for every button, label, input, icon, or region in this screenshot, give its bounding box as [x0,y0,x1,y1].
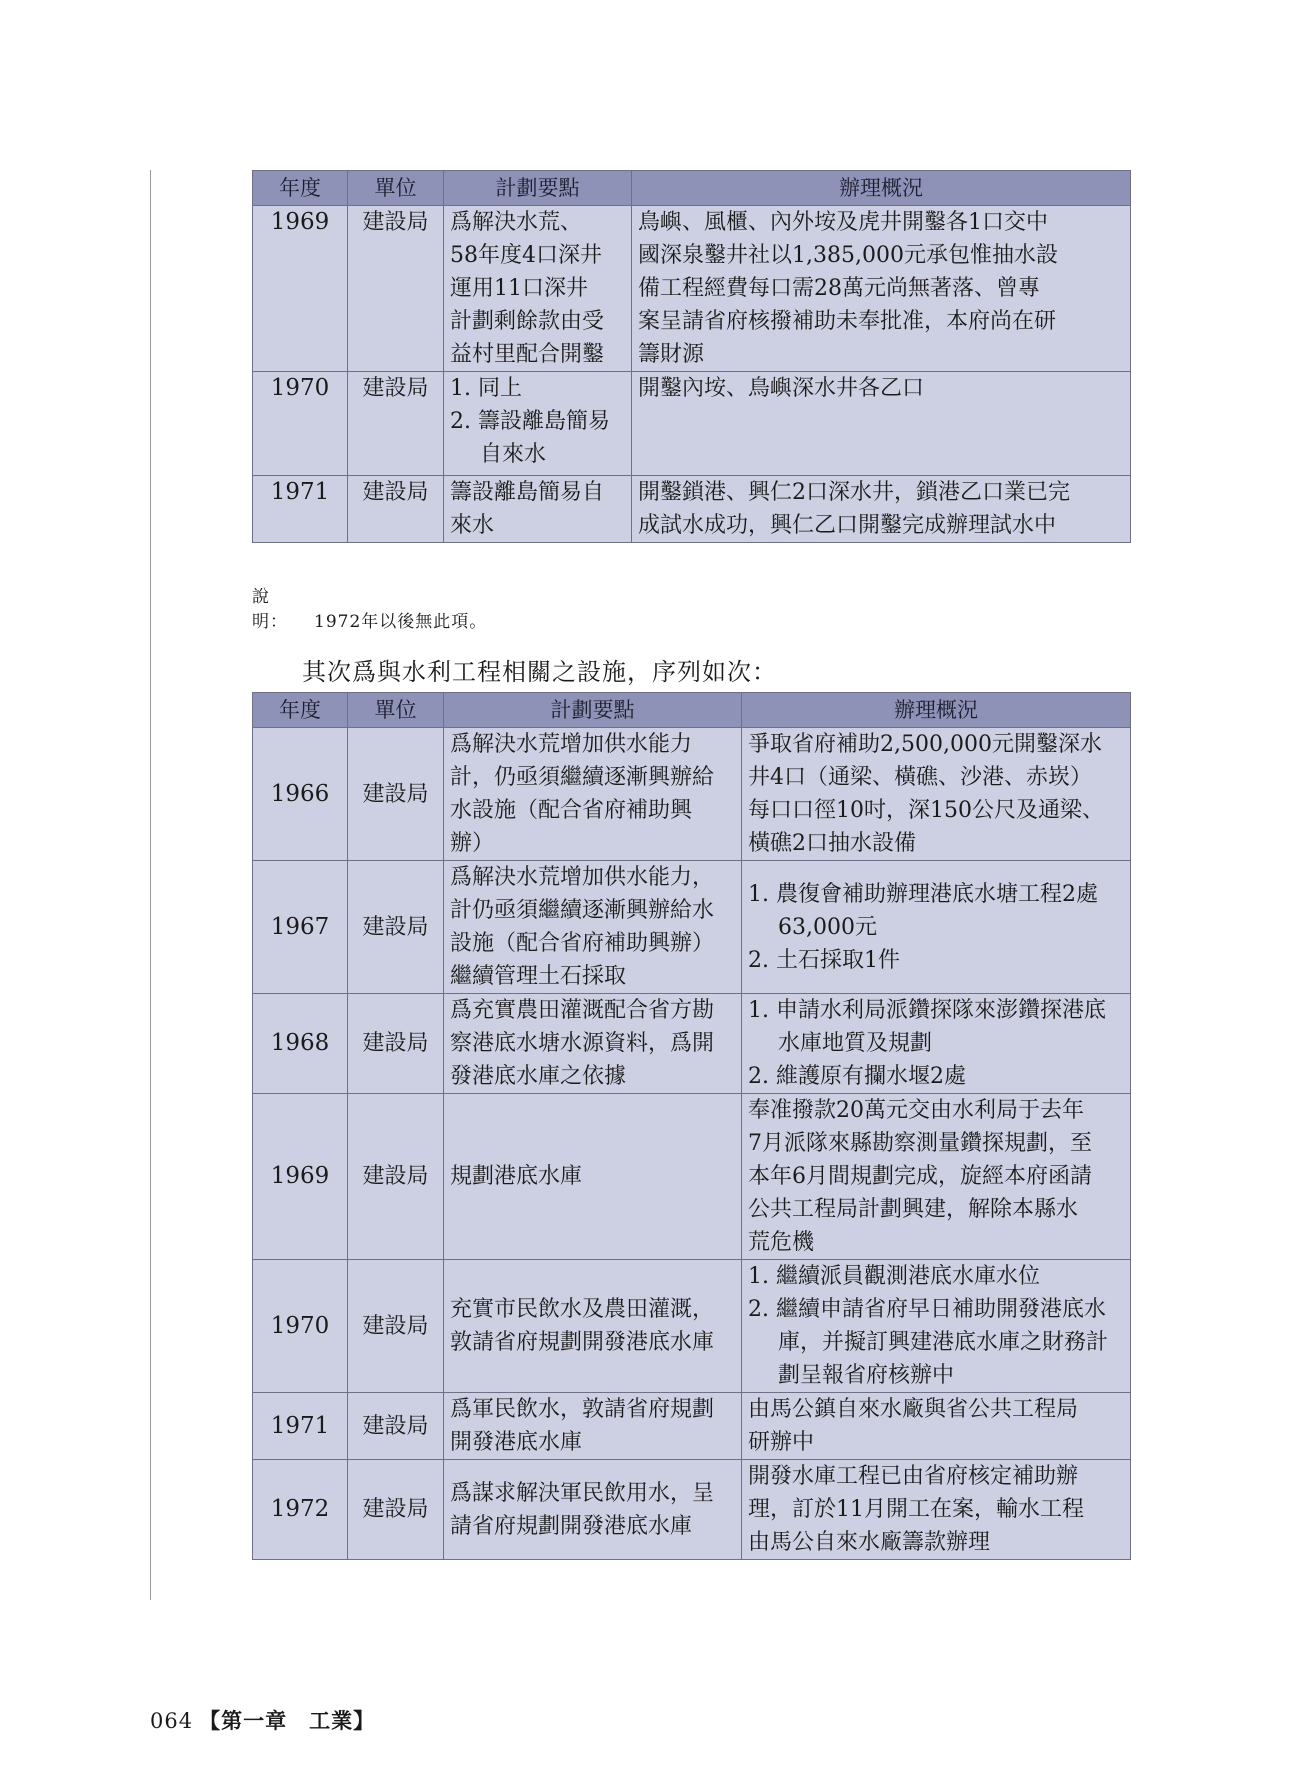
unit-cell: 建設局 [348,728,444,861]
text-line: 公共工程局計劃興建，解除本縣水 [748,1197,1079,1222]
text-line: 發港底水庫之依據 [450,1064,627,1089]
status-cell [742,861,1131,994]
header-unit: 單位 [348,171,444,206]
text-line: 計仍亟須繼續逐漸興辦給水 [450,898,715,923]
text-line: 奉准撥款20萬元交由水利局于去年 [748,1098,1084,1123]
text-line: 敦請省府規劃開發港底水庫 [450,1330,715,1355]
header-year: 年度 [253,693,348,728]
text-line: 充實市民飲水及農田灌溉， [450,1297,715,1322]
status-cell [742,728,1131,861]
text-line: 籌設離島簡易自 [450,480,605,505]
text-line: 爭取省府補助2,500,000元開鑿深水 [748,732,1102,757]
text-line: 1. 農復會補助辦理港底水塘工程2處63,000元 [748,881,1098,940]
header-status: 辦理概況 [632,171,1131,206]
year-cell: 1970 [253,1260,348,1393]
status-cell [632,476,1131,543]
table-row [253,372,1131,476]
status-cell [742,994,1131,1094]
status-cell [632,372,1131,476]
table-row [253,1260,1131,1393]
section-intro: 其次爲與水利工程相關之設施，序列如次： [302,658,777,686]
table-row [253,1094,1131,1260]
text-line: 由馬公自來水廠籌款辦理 [748,1530,991,1555]
text-line: 爲充實農田灌溉配合省方勘 [450,998,715,1023]
text-line: 58年度4口深井 [450,243,602,268]
page-footer [150,1705,375,1735]
table-header-row [253,693,1131,728]
table-row [253,861,1131,994]
year-cell: 1969 [253,206,348,372]
plan-cell [444,994,742,1094]
text-line: 計劃剩餘款由受 [450,309,605,334]
text-line: 本年6月間規劃完成，旋經本府函請 [748,1164,1092,1189]
text-line: 2. 土石採取1件 [748,947,900,973]
year-cell: 1971 [253,476,348,543]
text-line: 每口口徑10吋，深150公尺及通梁、 [748,798,1104,823]
unit-cell: 建設局 [348,1393,444,1460]
status-cell [742,1260,1131,1393]
status-cell [742,1094,1131,1260]
text-line: 計，仍亟須繼續逐漸興辦給 [450,765,715,790]
unit-cell: 建設局 [348,1260,444,1393]
text-line: 備工程經費每口需28萬元尚無著落、曾專 [638,276,1040,301]
text-line: 2. 籌設離島簡易自來水 [450,409,610,467]
header-plan: 計劃要點 [444,693,742,728]
unit-cell: 建設局 [348,476,444,543]
year-cell: 1972 [253,1460,348,1560]
chapter-title: 【第一章 工業】 [199,1708,376,1733]
text-line: 爲軍民飲水，敦請省府規劃 [450,1397,715,1422]
note-text: 1972年以後無此項。 [314,612,488,632]
header-unit: 單位 [348,693,444,728]
text-line: 橫礁2口抽水設備 [748,831,916,856]
plan-cell [444,372,632,476]
status-cell [742,1393,1131,1460]
text-line: 開鑿內垵、鳥嶼深水井各乙口 [638,376,925,401]
text-line: 國深泉鑿井社以1,385,000元承包惟抽水設 [638,243,1058,268]
plan-cell [444,206,632,372]
text-line: 爲解決水荒增加供水能力 [450,732,693,757]
plan-cell [444,1460,742,1560]
text-line: 1. 繼續派員觀測港底水庫水位 [748,1264,1040,1289]
water-plan-table-2 [252,692,1131,1560]
unit-cell: 建設局 [348,861,444,994]
text-line: 案呈請省府核撥補助未奉批准，本府尚在研 [638,309,1057,334]
text-line: 設施（配合省府補助興辦） [450,931,715,956]
plan-cell [444,1094,742,1260]
text-line: 2. 維護原有攔水堰2處 [748,1064,966,1089]
text-line: 由馬公鎮自來水廠與省公共工程局 [748,1397,1079,1422]
header-status: 辦理概況 [742,693,1131,728]
table-row [253,994,1131,1094]
plan-cell [444,1393,742,1460]
header-plan: 計劃要點 [444,171,632,206]
text-line: 研辦中 [748,1430,815,1455]
text-line: 7月派隊來縣勘察測量鑽探規劃，至 [748,1131,1092,1156]
text-line: 爲解決水荒、 [450,210,583,235]
table-note [252,582,487,632]
text-line: 繼續管理土石採取 [450,964,627,989]
unit-cell: 建設局 [348,206,444,372]
unit-cell: 建設局 [348,994,444,1094]
header-year: 年度 [253,171,348,206]
margin-rule [150,170,151,1600]
status-cell [632,206,1131,372]
year-cell: 1970 [253,372,348,476]
text-line: 鳥嶼、風櫃、內外垵及虎井開鑿各1口交中 [638,210,1048,235]
text-line: 規劃港底水庫 [450,1164,583,1189]
unit-cell: 建設局 [348,1094,444,1260]
plan-cell [444,1260,742,1393]
text-line: 成試水成功，興仁乙口開鑿完成辦理試水中 [638,513,1057,538]
text-line: 請省府規劃開發港底水庫 [450,1513,693,1539]
text-line: 理，訂於11月開工在案，輸水工程 [748,1497,1084,1522]
text-line: 爲謀求解決軍民飲用水，呈 [450,1480,715,1506]
text-line: 荒危機 [748,1230,815,1255]
unit-cell: 建設局 [348,372,444,476]
note-label: 說 明： [252,587,288,632]
unit-cell: 建設局 [348,1460,444,1560]
plan-cell [444,476,632,543]
year-cell: 1969 [253,1094,348,1260]
year-cell: 1967 [253,861,348,994]
table-row [253,1460,1131,1560]
text-line: 1. 申請水利局派鑽探隊來澎鑽探港底水庫地質及規劃 [748,998,1106,1056]
water-plan-table-1 [252,170,1131,543]
text-line: 運用11口深井 [450,276,588,301]
text-line: 辦） [450,831,495,856]
plan-cell [444,861,742,994]
text-line: 1. 同上 [450,376,522,401]
text-line: 爲解決水荒增加供水能力， [450,865,715,890]
page-number: 064 [150,1709,194,1733]
table-row [253,728,1131,861]
table-row [253,476,1131,543]
text-line: 水設施（配合省府補助興 [450,798,693,823]
text-line: 籌財源 [638,342,705,367]
text-line: 來水 [450,513,495,538]
plan-cell [444,728,742,861]
text-line: 開發水庫工程已由省府核定補助辦 [748,1464,1079,1489]
table-row [253,1393,1131,1460]
text-line: 2. 繼續申請省府早日補助開發港底水庫，并擬訂興建港底水庫之財務計劃呈報省府核辦中 [748,1297,1109,1388]
table-header-row [253,171,1131,206]
text-line: 察港底水塘水源資料，爲開 [450,1031,715,1056]
text-line: 益村里配合開鑿 [450,342,605,367]
text-line: 井4口（通梁、橫礁、沙港、赤崁） [748,765,1092,790]
year-cell: 1968 [253,994,348,1094]
text-line: 開鑿鎖港、興仁2口深水井，鎖港乙口業已完 [638,480,1070,505]
text-line: 開發港底水庫 [450,1430,583,1455]
year-cell: 1971 [253,1393,348,1460]
table-row [253,206,1131,372]
year-cell: 1966 [253,728,348,861]
status-cell [742,1460,1131,1560]
